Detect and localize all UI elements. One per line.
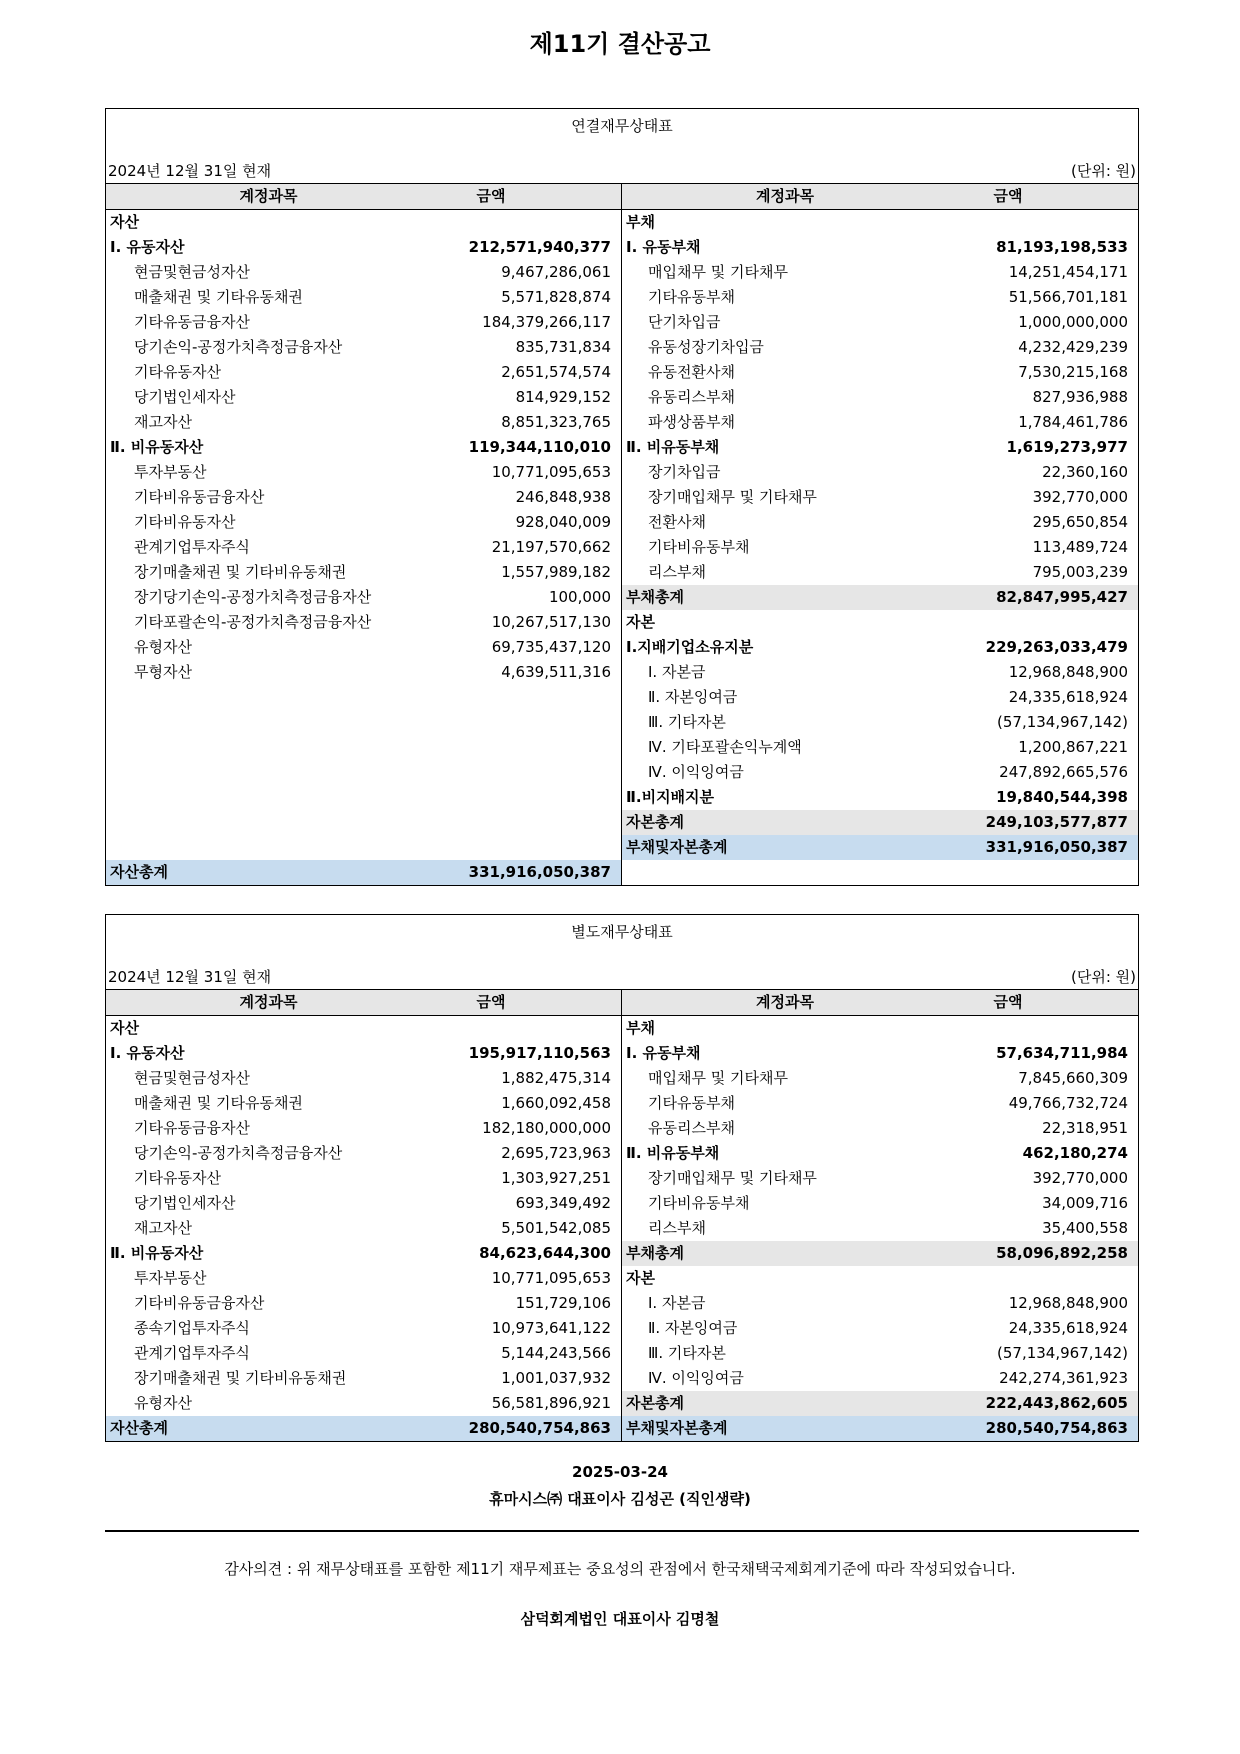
table-row [622, 1116, 1138, 1141]
table-row [622, 1191, 1138, 1216]
table-row [106, 335, 621, 360]
amount-value: 5,571,828,874 [501, 288, 611, 306]
table-row [106, 1391, 621, 1416]
account-name: 관계기업투자주식 [134, 1344, 250, 1362]
account-name: 현금및현금성자산 [134, 263, 250, 281]
amount-value: 12,968,848,900 [1008, 663, 1128, 681]
amount-value: 24,335,618,924 [1008, 688, 1128, 706]
account-name: 리스부채 [648, 563, 706, 581]
account-name: 장기차입금 [648, 463, 721, 481]
amount-value: 814,929,152 [515, 388, 611, 406]
amount-value: 35,400,558 [1042, 1219, 1128, 1237]
amount-value: 182,180,000,000 [482, 1119, 611, 1137]
amount-value [938, 1016, 1138, 1041]
account-name: 기타비유동금융자산 [134, 488, 265, 506]
account-name: 유동전환사채 [648, 363, 735, 381]
account-name: Ⅱ. 자본잉여금 [648, 688, 738, 706]
consolidated-balance-sheet [105, 108, 1139, 886]
table-row [622, 635, 1138, 660]
table-row [106, 385, 621, 410]
header-amount: 금액 [476, 187, 506, 205]
empty-row [106, 710, 621, 735]
table-row [106, 310, 621, 335]
amount-value: 1,557,989,182 [501, 563, 611, 581]
amount-value: 22,318,951 [1042, 1119, 1128, 1137]
amount-value: 280,540,754,863 [985, 1419, 1128, 1437]
account-name: 기타포괄손익-공정가치측정금융자산 [134, 613, 372, 631]
table-row [622, 585, 1138, 610]
amount-value: 10,973,641,122 [491, 1319, 611, 1337]
account-name: 유동성장기차입금 [648, 338, 764, 356]
account-name: 재고자산 [134, 413, 192, 431]
header-amount: 금액 [476, 993, 506, 1011]
empty-row [106, 785, 621, 810]
account-name: Ⅳ. 기타포괄손익누계액 [648, 738, 802, 756]
table-row [106, 435, 621, 460]
table-row [106, 360, 621, 385]
table-row [106, 410, 621, 435]
amount-value [421, 760, 621, 785]
statement-columns [106, 989, 1138, 1441]
table-row [622, 485, 1138, 510]
table-row [106, 485, 621, 510]
account-name: 장기매입채무 및 기타채무 [648, 1169, 817, 1187]
header-account: 계정과목 [756, 187, 814, 205]
statement-unit: (단위: 원) [1071, 968, 1136, 986]
account-name: Ⅳ. 이익잉여금 [648, 1369, 744, 1387]
table-row [106, 210, 621, 235]
header-account: 계정과목 [756, 993, 814, 1011]
table-row [622, 1016, 1138, 1041]
table-row [622, 785, 1138, 810]
amount-value [421, 785, 621, 810]
amount-value [421, 685, 621, 710]
amount-value: 835,731,834 [515, 338, 611, 356]
account-name: 당기손익-공정가치측정금융자산 [134, 1144, 343, 1162]
account-name [106, 810, 421, 835]
table-row [106, 1041, 621, 1066]
amount-value: 331,916,050,387 [985, 838, 1128, 856]
account-name: Ⅱ. 비유동자산 [110, 438, 204, 456]
amount-value: 119,344,110,010 [468, 438, 611, 456]
amount-value: 249,103,577,877 [985, 813, 1128, 831]
account-name: 당기손익-공정가치측정금융자산 [134, 338, 343, 356]
table-row [622, 510, 1138, 535]
amount-value: 24,335,618,924 [1008, 1319, 1128, 1337]
table-row [106, 1366, 621, 1391]
amount-value [421, 735, 621, 760]
amount-value: 795,003,239 [1032, 563, 1128, 581]
account-name [106, 785, 421, 810]
header-account: 계정과목 [239, 993, 298, 1011]
account-name: 자본총계 [626, 813, 684, 831]
account-name: 유동리스부채 [648, 388, 735, 406]
amount-value: 8,851,323,765 [501, 413, 611, 431]
company-signature: 휴마시스㈜ 대표이사 김성곤 (직인생략) [489, 1490, 751, 1508]
amount-value: 81,193,198,533 [996, 238, 1128, 256]
account-name: 종속기업투자주식 [134, 1319, 250, 1337]
empty-row [106, 760, 621, 785]
account-name: 자본 [626, 1269, 655, 1287]
assets-rows [106, 1016, 621, 1441]
liabilities-equity-rows [622, 1016, 1138, 1441]
account-name: 당기법인세자산 [134, 388, 236, 406]
amount-value: 1,001,037,932 [501, 1369, 611, 1387]
amount-value [421, 210, 621, 235]
account-name: 매출채권 및 기타유동채권 [134, 1094, 303, 1112]
account-name: 장기매입채무 및 기타채무 [648, 488, 817, 506]
account-name: Ⅲ. 기타자본 [648, 1344, 726, 1362]
amount-value: 462,180,274 [1022, 1144, 1128, 1162]
table-row [622, 835, 1138, 860]
account-name: 기타비유동자산 [134, 513, 236, 531]
table-row [622, 1166, 1138, 1191]
account-name: 기타비유동부채 [648, 538, 750, 556]
account-name: 기타유동자산 [134, 1169, 221, 1187]
table-row [622, 535, 1138, 560]
amount-value: 1,303,927,251 [501, 1169, 611, 1187]
amount-value: 49,766,732,724 [1008, 1094, 1128, 1112]
account-name: 기타유동부채 [648, 288, 735, 306]
amount-value: 280,540,754,863 [468, 1419, 611, 1437]
amount-value: (57,134,967,142) [997, 713, 1128, 731]
amount-value: 1,200,867,221 [1018, 738, 1128, 756]
amount-value: 229,263,033,479 [985, 638, 1128, 656]
amount-value [421, 835, 621, 860]
account-name: Ⅰ. 유동부채 [626, 1044, 701, 1062]
table-row [622, 1316, 1138, 1341]
table-row [106, 1291, 621, 1316]
account-name: 자산 [110, 1019, 139, 1037]
statement-unit: (단위: 원) [1071, 162, 1136, 180]
table-row [622, 760, 1138, 785]
account-name: 기타유동금융자산 [134, 1119, 250, 1137]
account-name: 부채 [626, 1019, 655, 1037]
account-name: 유형자산 [134, 638, 192, 656]
amount-value: 100,000 [548, 588, 611, 606]
amount-value: 10,267,517,130 [491, 613, 611, 631]
amount-value: 113,489,724 [1032, 538, 1128, 556]
account-name: 자본총계 [626, 1394, 684, 1412]
amount-value: 693,349,492 [515, 1194, 611, 1212]
account-name: 유형자산 [134, 1394, 192, 1412]
amount-value: 7,530,215,168 [1018, 363, 1128, 381]
announcement-date: 2025-03-24 [572, 1463, 668, 1481]
amount-value: 84,623,644,300 [479, 1244, 611, 1262]
statement-date: 2024년 12월 31일 현재 [108, 162, 272, 180]
account-name: 당기법인세자산 [134, 1194, 236, 1212]
header-amount: 금액 [993, 187, 1023, 205]
table-row [622, 1266, 1138, 1291]
table-row [622, 1141, 1138, 1166]
account-name [106, 685, 421, 710]
account-name [106, 735, 421, 760]
account-name [106, 835, 421, 860]
divider [105, 1530, 1139, 1532]
table-row [622, 1416, 1138, 1441]
amount-value: 151,729,106 [515, 1294, 611, 1312]
table-row [622, 660, 1138, 685]
amount-value: 2,695,723,963 [501, 1144, 611, 1162]
table-row [106, 1316, 621, 1341]
account-name: 부채및자본총계 [626, 1419, 728, 1437]
account-name: 재고자산 [134, 1219, 192, 1237]
table-row [622, 1366, 1138, 1391]
assets-rows [106, 210, 621, 885]
page-title: 제11기 결산공고 [529, 30, 711, 58]
table-row [622, 335, 1138, 360]
amount-value [421, 710, 621, 735]
account-name: 기타유동부채 [648, 1094, 735, 1112]
table-row [106, 1266, 621, 1291]
amount-value: 5,144,243,566 [501, 1344, 611, 1362]
account-name: 자본 [626, 613, 655, 631]
account-name: Ⅰ. 유동자산 [110, 1044, 185, 1062]
table-row [622, 235, 1138, 260]
account-name: 매입채무 및 기타채무 [648, 1069, 788, 1087]
table-row [622, 385, 1138, 410]
amount-value: 56,581,896,921 [491, 1394, 611, 1412]
table-row [106, 1216, 621, 1241]
table-row [106, 860, 621, 885]
amount-value: 10,771,095,653 [491, 463, 611, 481]
account-name: 장기매출채권 및 기타비유동채권 [134, 563, 347, 581]
table-row [622, 410, 1138, 435]
statement-meta [106, 949, 1138, 989]
header-account: 계정과목 [239, 187, 298, 205]
amount-value: 9,467,286,061 [501, 263, 611, 281]
table-row [106, 560, 621, 585]
table-row [106, 260, 621, 285]
amount-value: 392,770,000 [1032, 488, 1128, 506]
account-name: Ⅱ.비지배지분 [626, 788, 715, 806]
table-row [622, 1391, 1138, 1416]
statement-columns [106, 183, 1138, 885]
account-name: Ⅱ. 비유동부채 [626, 1144, 720, 1162]
account-name: 관계기업투자주식 [134, 538, 250, 556]
account-name: 자산 [110, 213, 139, 231]
statement-title: 연결재무상태표 [571, 117, 673, 135]
amount-value: 69,735,437,120 [491, 638, 611, 656]
amount-value: 212,571,940,377 [468, 238, 611, 256]
table-row [622, 735, 1138, 760]
account-name: 리스부채 [648, 1219, 706, 1237]
account-name: 매입채무 및 기타채무 [648, 263, 788, 281]
amount-value: 246,848,938 [515, 488, 611, 506]
account-name: 유동리스부채 [648, 1119, 735, 1137]
account-name: 기타유동자산 [134, 363, 221, 381]
column-header [106, 990, 621, 1016]
amount-value: 82,847,995,427 [996, 588, 1128, 606]
amount-value: 195,917,110,563 [468, 1044, 611, 1062]
table-row [622, 1091, 1138, 1116]
account-name: 부채및자본총계 [626, 838, 728, 856]
column-header [622, 184, 1138, 210]
table-row [106, 1341, 621, 1366]
amount-value: 58,096,892,258 [996, 1244, 1128, 1262]
amount-value: 928,040,009 [515, 513, 611, 531]
table-row [622, 210, 1138, 235]
table-row [622, 260, 1138, 285]
table-row [622, 685, 1138, 710]
amount-value [938, 610, 1138, 635]
table-row [622, 610, 1138, 635]
account-name: 기타비유동금융자산 [134, 1294, 265, 1312]
amount-value: 2,651,574,574 [501, 363, 611, 381]
amount-value: 4,232,429,239 [1018, 338, 1128, 356]
header-amount: 금액 [993, 993, 1023, 1011]
liabilities-equity-rows [622, 210, 1138, 860]
liabilities-equity-column [622, 184, 1138, 885]
table-row [106, 460, 621, 485]
amount-value: 1,660,092,458 [501, 1094, 611, 1112]
amount-value: 51,566,701,181 [1008, 288, 1128, 306]
table-row [106, 1166, 621, 1191]
amount-value [938, 1266, 1138, 1291]
amount-value: (57,134,967,142) [997, 1344, 1128, 1362]
amount-value: 5,501,542,085 [501, 1219, 611, 1237]
account-name: Ⅰ. 자본금 [648, 1294, 706, 1312]
amount-value [421, 810, 621, 835]
amount-value: 1,619,273,977 [1006, 438, 1128, 456]
table-row [106, 285, 621, 310]
account-name: 단기차입금 [648, 313, 721, 331]
table-row [622, 1216, 1138, 1241]
assets-column [106, 184, 622, 885]
table-row [622, 1291, 1138, 1316]
assets-column [106, 990, 622, 1441]
table-row [106, 535, 621, 560]
account-name: 부채총계 [626, 588, 684, 606]
amount-value: 14,251,454,171 [1008, 263, 1128, 281]
table-row [106, 1091, 621, 1116]
account-name: 장기당기손익-공정가치측정금융자산 [134, 588, 372, 606]
table-row [622, 1041, 1138, 1066]
table-row [106, 1016, 621, 1041]
account-name: 파생상품부채 [648, 413, 735, 431]
table-row [106, 1116, 621, 1141]
amount-value: 242,274,361,923 [999, 1369, 1128, 1387]
statement-date: 2024년 12월 31일 현재 [108, 968, 272, 986]
account-name: 투자부동산 [134, 463, 207, 481]
column-header [106, 184, 621, 210]
table-row [106, 585, 621, 610]
amount-value: 12,968,848,900 [1008, 1294, 1128, 1312]
account-name: 기타비유동부채 [648, 1194, 750, 1212]
amount-value: 392,770,000 [1032, 1169, 1128, 1187]
account-name: 무형자산 [134, 663, 192, 681]
table-row [106, 610, 621, 635]
table-row [622, 360, 1138, 385]
account-name: 부채 [626, 213, 655, 231]
table-row [106, 1141, 621, 1166]
table-row [622, 810, 1138, 835]
auditor-signature: 삼덕회계법인 대표이사 김명철 [520, 1610, 720, 1628]
account-name: 자산총계 [110, 863, 168, 881]
account-name: Ⅰ. 유동자산 [110, 238, 185, 256]
amount-value: 331,916,050,387 [468, 863, 611, 881]
table-row [106, 1416, 621, 1441]
account-name: 현금및현금성자산 [134, 1069, 250, 1087]
empty-row [106, 685, 621, 710]
account-name [106, 760, 421, 785]
amount-value: 1,784,461,786 [1018, 413, 1128, 431]
account-name: 자산총계 [110, 1419, 168, 1437]
table-row [106, 235, 621, 260]
liabilities-equity-column [622, 990, 1138, 1441]
account-name: Ⅱ. 비유동부채 [626, 438, 720, 456]
table-row [622, 310, 1138, 335]
amount-value: 4,639,511,316 [501, 663, 611, 681]
account-name: Ⅰ. 유동부채 [626, 238, 701, 256]
account-name: Ⅰ.지배기업소유지분 [626, 638, 754, 656]
table-row [106, 510, 621, 535]
amount-value: 34,009,716 [1042, 1194, 1128, 1212]
table-row [106, 1241, 621, 1266]
separate-balance-sheet [105, 914, 1139, 1442]
table-row [622, 560, 1138, 585]
amount-value: 295,650,854 [1032, 513, 1128, 531]
table-row [622, 710, 1138, 735]
amount-value: 1,000,000,000 [1018, 313, 1128, 331]
amount-value: 10,771,095,653 [491, 1269, 611, 1287]
amount-value: 19,840,544,398 [996, 788, 1128, 806]
table-row [622, 460, 1138, 485]
amount-value: 22,360,160 [1042, 463, 1128, 481]
audit-opinion: 감사의견 : 위 재무상태표를 포함한 제11기 재무제표는 중요성의 관점에서 한국채택국제회계기준에 따라 작성되었습니다. [224, 1560, 1016, 1578]
table-row [622, 285, 1138, 310]
amount-value: 827,936,988 [1032, 388, 1128, 406]
account-name [106, 710, 421, 735]
amount-value: 247,892,665,576 [999, 763, 1128, 781]
amount-value [421, 1016, 621, 1041]
table-row [622, 1241, 1138, 1266]
table-row [106, 635, 621, 660]
amount-value [938, 210, 1138, 235]
account-name: 장기매출채권 및 기타비유동채권 [134, 1369, 347, 1387]
account-name: Ⅱ. 비유동자산 [110, 1244, 204, 1262]
account-name: Ⅰ. 자본금 [648, 663, 706, 681]
amount-value: 222,443,862,605 [985, 1394, 1128, 1412]
table-row [622, 1341, 1138, 1366]
account-name: 전환사채 [648, 513, 706, 531]
amount-value: 184,379,266,117 [482, 313, 611, 331]
account-name: Ⅱ. 자본잉여금 [648, 1319, 738, 1337]
account-name: 부채총계 [626, 1244, 684, 1262]
empty-row [106, 810, 621, 835]
column-header [622, 990, 1138, 1016]
account-name: 매출채권 및 기타유동채권 [134, 288, 303, 306]
amount-value: 57,634,711,984 [996, 1044, 1128, 1062]
table-row [622, 1066, 1138, 1091]
amount-value: 7,845,660,309 [1018, 1069, 1128, 1087]
account-name: 기타유동금융자산 [134, 313, 250, 331]
table-row [106, 660, 621, 685]
account-name: 투자부동산 [134, 1269, 207, 1287]
statement-meta [106, 143, 1138, 183]
table-row [106, 1191, 621, 1216]
table-row [622, 435, 1138, 460]
statement-title: 별도재무상태표 [571, 923, 673, 941]
empty-row [106, 835, 621, 860]
amount-value: 21,197,570,662 [491, 538, 611, 556]
table-row [106, 1066, 621, 1091]
amount-value: 1,882,475,314 [501, 1069, 611, 1087]
account-name: Ⅲ. 기타자본 [648, 713, 726, 731]
empty-row [106, 735, 621, 760]
account-name: Ⅳ. 이익잉여금 [648, 763, 744, 781]
